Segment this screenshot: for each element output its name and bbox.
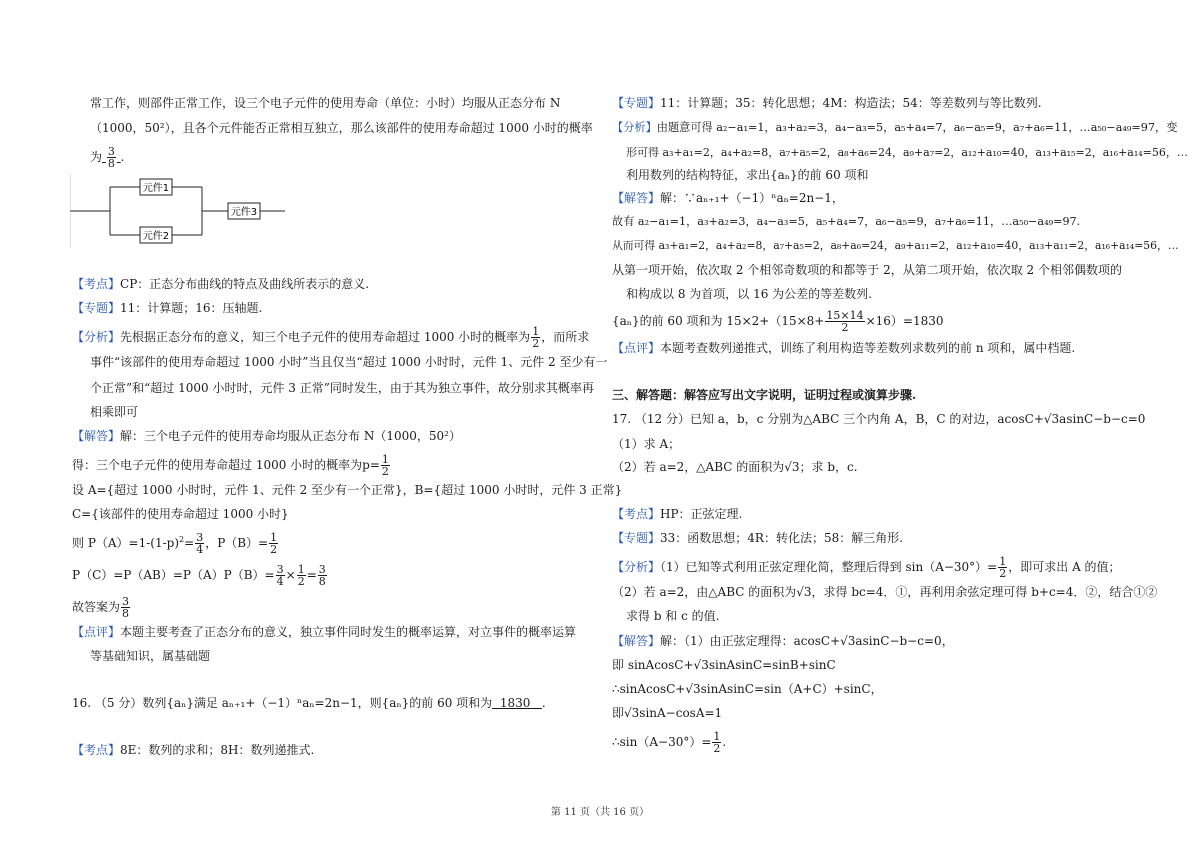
r-jieda-6: {aₙ}的前 60 项和为 15×2+（15×8+ $\frac{15\times 14}{2}$ ×16）=1830	[612, 309, 944, 334]
fenxi-line-3: 个正常”和“超过 1000 小时时，元件 3 正常”同时发生，由于其为独立事件，故分别求其概率再	[90, 381, 594, 395]
r-fenxi-2: 形可得 a₃+a₁=2，a₄+a₂=8，a₇+a₅=2，a₈+a₆=24，a₉+a₇=2，a₁₂+a₁₀=40，a₁₃+a₁₅=2，a₁₆+a₁₄=56，…	[626, 146, 1188, 159]
jieda-line-7: 故答案为 $\frac{3}{8}$	[72, 595, 130, 620]
section-heading: 三、解答题：解答应写出文字说明，证明过程或演算步骤.	[612, 388, 917, 402]
r-jieda-5: 和构成以 8 为首项，以 16 为公差的等差数列.	[626, 287, 872, 301]
kaodian-line: 【考点】CP：正态分布曲线的特点及曲线所表示的意义.	[72, 277, 370, 291]
jieda-line-4: C={该部件的使用寿命超过 1000 小时}	[72, 507, 289, 521]
r-zhuanti: 【专题】11：计算题；35：转化思想；4M：构造法；54：等差数列与等比数列.	[612, 96, 1042, 110]
jieda-line-6: P（C）=P（AB）=P（A）P（B）= $\frac{3}{4}$ × $\frac{1}{2}$ = $\frac{3}{8}$	[72, 563, 326, 588]
q16-kaodian: 【考点】8E：数列的求和；8H：数列递推式.	[72, 743, 315, 757]
component-3-label: 元件3	[230, 207, 258, 218]
answer-fraction: $\frac{3}{8}$	[107, 145, 115, 170]
q17-part-1: （1）求 A；	[612, 437, 681, 451]
r-jieda2-1: 【解答】解：（1）由正弦定理得：acosC+√3asinC−b−c=0，	[612, 634, 954, 648]
r-jieda-2: 故有 a₂−a₁=1，a₃+a₂=3，a₄−a₃=5，a₅+a₄=7，a₆−a₅=9，a₇+a₆=11，…a₅₀−a₄₉=97.	[612, 215, 1081, 228]
jieda-line-2: 得：三个电子元件的使用寿命超过 1000 小时的概率为p= $\frac{1}{2}$	[72, 453, 389, 478]
r-jieda2-4: 即√3sinA−cosA=1	[612, 706, 723, 720]
r-jieda2-5: ∴sin（A−30°）= $\frac{1}{2}$ .	[612, 730, 727, 755]
jieda-line-5: 则 $P(A)=1-(1-p)^2=$ $\frac{3}{4}$ ，P（B）= $\frac{1}{2}$	[72, 531, 278, 556]
left-line-2: （1000，50²），且各个元件能否正常相互独立，那么该部件的使用寿命超过 1000 小时的概率	[90, 121, 593, 135]
left-line-3: 为 $\frac{3}{8}$ .	[90, 145, 125, 170]
component-2-label: 元件2	[142, 231, 170, 242]
r-jieda2-2: 即 sinAcosC+√3sinAsinC=sinB+sinC	[612, 658, 836, 672]
jieda-line-1: 【解答】解：三个电子元件的使用寿命均服从正态分布 N（1000，50²）	[72, 429, 461, 443]
r-fenxi-3: 利用数列的结构特征，求出{aₙ}的前 60 项和	[626, 168, 869, 182]
r-zhuanti-2: 【专题】33：函数思想；4R：转化法；58：解三角形.	[612, 531, 904, 545]
question-17: 17. （12 分）已知 a，b，c 分别为△ABC 三个内角 A，B，C 的对边，acosC+√3asinC−b−c=0	[612, 412, 1146, 426]
r-fenxi-1: 【分析】由题意可得 a₂−a₁=1，a₃+a₂=3，a₄−a₃=5，a₅+a₄=7，a₆−a₅=9，a₇+a₆=11，…a₅₀−a₄₉=97，变	[612, 121, 1178, 134]
fenxi-line-2: 事件“该部件的使用寿命超过 1000 小时”当且仅当“超过 1000 小时时，元件 1、元件 2 至少有一	[90, 355, 608, 369]
r-fenxi2-1: 【分析】（1）已知等式利用正弦定理化简，整理后得到 sin（A−30°）= $\frac{1}{2}$ ，即可求出 A 的值；	[612, 555, 1121, 580]
circuit-diagram	[70, 174, 290, 248]
answer-prefix: 为	[90, 150, 103, 164]
component-1-label: 元件1	[142, 183, 170, 194]
left-line-1: 常工作，则部件正常工作，设三个电子元件的使用寿命（单位：小时）均服从正态分布 N	[90, 96, 561, 110]
question-16: 16. （5 分）数列{aₙ}满足 aₙ₊₁+（−1）ⁿaₙ=2n−1，则{aₙ}的前 60 项和为 1830 .	[72, 696, 546, 710]
r-jieda-4: 从第一项开始，依次取 2 个相邻奇数项的和都等于 2，从第二项开始，依次取 2 个相邻偶数项的	[612, 263, 1122, 277]
dianping-line-2: 等基础知识，属基础题	[90, 649, 211, 663]
r-dianping: 【点评】本题考查数列递推式，训练了利用构造等差数列求数列的前 n 项和，属中档题.	[612, 341, 1076, 355]
jieda-line-3: 设 A={超过 1000 小时时，元件 1、元件 2 至少有一个正常}，B={超过 1000 小时时，元件 3 正常}	[72, 483, 623, 497]
q17-part-2: （2）若 a=2，△ABC 的面积为√3；求 b，c.	[612, 460, 858, 474]
r-kaodian: 【考点】HP：正弦定理.	[612, 507, 743, 521]
r-jieda-3: 从而可得 a₃+a₁=2，a₄+a₂=8，a₇+a₅=2，a₈+a₆=24，a₉+a₁₁=2，a₁₂+a₁₀=40，a₁₃+a₁₁=2，a₁₆+a₁₄=56，…	[612, 239, 1179, 252]
zhuanti-line: 【专题】11：计算题；16：压轴题.	[72, 301, 263, 315]
r-jieda2-3: ∴sinAcosC+√3sinAsinC=sin（A+C）+sinC，	[612, 682, 883, 696]
fenxi-line-4: 相乘即可	[90, 405, 139, 419]
r-fenxi2-2: （2）若 a=2，由△ABC 的面积为√3，求得 bc=4．①，再利用余弦定理可得 b+c=4．②，结合①②	[612, 585, 1158, 599]
fenxi-line-1: 【分析】先根据正态分布的意义，知三个电子元件的使用寿命超过 1000 小时的概率为 $\frac{1}{2}$ ，而所求	[72, 325, 590, 350]
r-fenxi2-3: 求得 b 和 c 的值.	[626, 609, 720, 623]
page-footer: 第 11 页（共 16 页）	[550, 807, 650, 818]
dianping-line-1: 【点评】本题主要考查了正态分布的意义，独立事件同时发生的概率运算，对立事件的概率运算	[72, 625, 577, 639]
r-jieda-1: 【解答】解：∵aₙ₊₁+（−1）ⁿaₙ=2n−1，	[612, 191, 844, 205]
